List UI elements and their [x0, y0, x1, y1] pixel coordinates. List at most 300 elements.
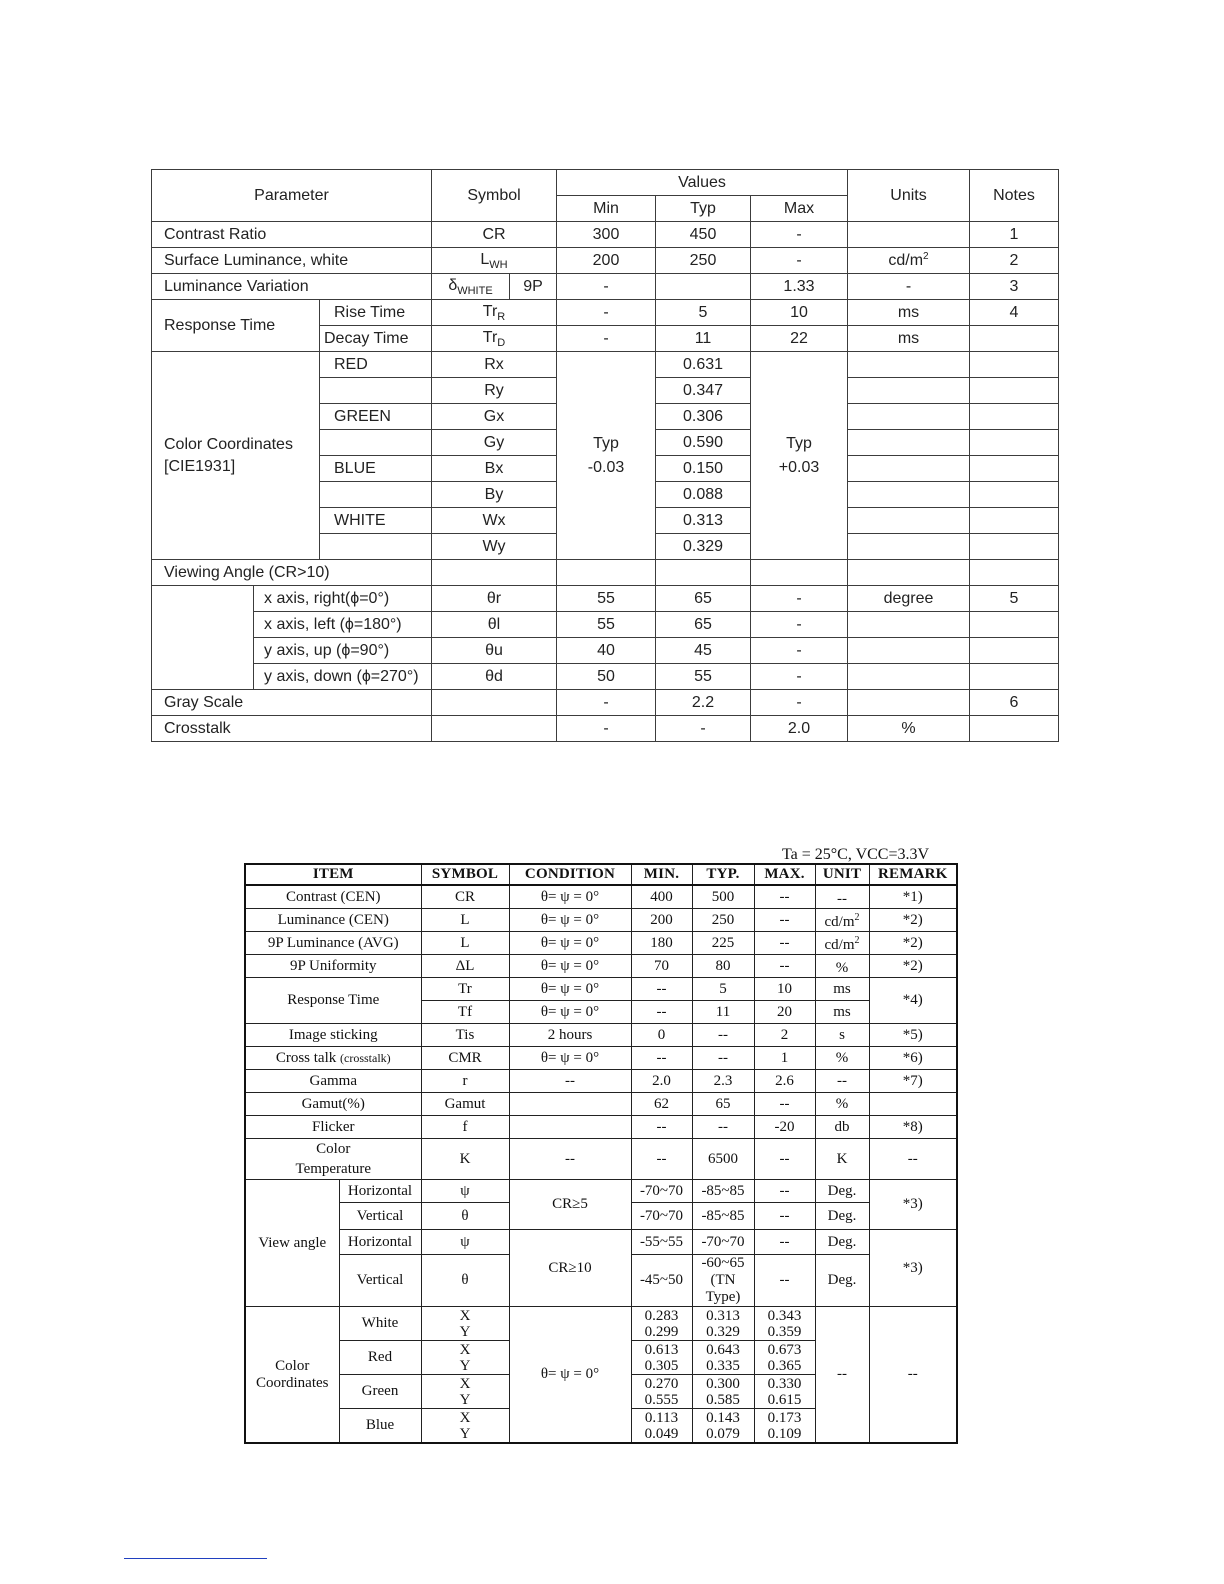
units-cell — [848, 508, 970, 534]
max-cell — [754, 1375, 815, 1409]
symbol-cell: θ — [421, 1203, 509, 1230]
table-row — [245, 1139, 957, 1180]
remark-cell: *7) — [869, 1070, 957, 1093]
value-x: 0.300 — [706, 1375, 740, 1392]
typ-cell: 450 — [656, 222, 751, 248]
header-values: Values — [557, 170, 848, 196]
table-row — [245, 885, 957, 909]
header-remark: REMARK — [869, 864, 957, 885]
footnote-divider — [124, 1558, 267, 1559]
unit-cell: Deg. — [815, 1255, 869, 1307]
item-line1: Color — [275, 1357, 310, 1374]
remark-cell: *5) — [869, 1024, 957, 1047]
table-row — [245, 955, 957, 978]
value-x: 0.113 — [644, 1409, 679, 1426]
color-label: White — [339, 1307, 421, 1341]
param-color-coordinates — [152, 352, 320, 560]
param-response-time: Response Time — [152, 300, 320, 352]
symbol-cell: θ — [421, 1255, 509, 1307]
units-cell — [848, 560, 970, 586]
color-label: BLUE — [320, 456, 432, 482]
header-min: Min — [557, 196, 656, 222]
color-coords-line1: Color Coordinates — [164, 435, 293, 453]
table-row — [152, 248, 1059, 274]
symbol-cell — [421, 1375, 509, 1409]
typ-cell: 6500 — [692, 1139, 754, 1180]
min-cell: 200 — [557, 248, 656, 274]
symbol-y: Y — [459, 1425, 471, 1442]
param-gray-scale: Gray Scale — [152, 690, 432, 716]
param-crosstalk: Crosstalk — [152, 716, 432, 742]
unit-main: cd/m — [824, 914, 855, 930]
item-cell: Gamma — [245, 1070, 421, 1093]
value-y: 0.359 — [767, 1323, 802, 1340]
min-cell — [631, 1341, 692, 1375]
value-y: 0.299 — [644, 1323, 679, 1340]
typ-cell: 500 — [692, 885, 754, 909]
max-cell: 1.33 — [751, 274, 848, 300]
remark-cell: *2) — [869, 955, 957, 978]
typ-cell: 0.590 — [656, 430, 751, 456]
table-row — [152, 300, 1059, 326]
item-cell: 9P Uniformity — [245, 955, 421, 978]
typ-cell — [692, 1255, 754, 1307]
typ-cell: 5 — [656, 300, 751, 326]
value-x: 0.313 — [706, 1307, 740, 1324]
symbol-main: Tr — [482, 328, 498, 346]
min-cell: - — [557, 300, 656, 326]
condition-cell: θ= ψ = 0° — [509, 955, 631, 978]
header-max: MAX. — [754, 864, 815, 885]
typ-cell: -85~85 — [692, 1180, 754, 1203]
table-row — [245, 1180, 957, 1203]
symbol-cell: Bx — [432, 456, 557, 482]
min-cell: 0 — [631, 1024, 692, 1047]
symbol-cell — [432, 274, 510, 300]
unit-cell: ms — [815, 978, 869, 1001]
unit-cell: db — [815, 1116, 869, 1139]
symbol-cell: Tr — [421, 978, 509, 1001]
condition-cell — [509, 1093, 631, 1116]
min-cell — [631, 1375, 692, 1409]
param-viewing-angle: Viewing Angle (CR>10) — [152, 560, 432, 586]
color-min-line2: -0.03 — [587, 458, 625, 476]
value-x: 0.283 — [644, 1307, 679, 1324]
symbol-sub: WH — [489, 258, 508, 271]
max-cell: -- — [754, 1255, 815, 1307]
item-line1: Color — [316, 1141, 351, 1157]
item-line2: Coordinates — [256, 1374, 329, 1391]
item-response-time: Response Time — [245, 978, 421, 1024]
notes-cell: 5 — [970, 586, 1059, 612]
units-cell — [848, 482, 970, 508]
unit-cell: Deg. — [815, 1203, 869, 1230]
item-cell: Gamut(%) — [245, 1093, 421, 1116]
max-cell: -- — [754, 885, 815, 909]
header-parameter: Parameter — [152, 170, 432, 222]
typ-cell — [692, 1375, 754, 1409]
value-y: 0.109 — [767, 1425, 802, 1442]
notes-cell — [970, 326, 1059, 352]
color-max-line2: +0.03 — [778, 458, 820, 476]
symbol-cell: CR — [432, 222, 557, 248]
max-cell: 10 — [754, 978, 815, 1001]
table-row — [245, 1047, 957, 1070]
unit-cell: Deg. — [815, 1230, 869, 1255]
max-cell: -- — [754, 1139, 815, 1180]
typ-cell: - — [656, 716, 751, 742]
value-y: 0.079 — [706, 1425, 740, 1442]
typ-cell: 0.313 — [656, 508, 751, 534]
typ-cell — [656, 274, 751, 300]
condition-cell: θ= ψ = 0° — [509, 932, 631, 955]
notes-cell — [970, 534, 1059, 560]
item-cell: Contrast (CEN) — [245, 885, 421, 909]
units-cell — [848, 612, 970, 638]
spec-table-1 — [151, 169, 1059, 742]
max-cell: - — [751, 586, 848, 612]
unit-cell: -- — [815, 1070, 869, 1093]
unit-sup: 2 — [854, 935, 860, 946]
table-row — [245, 1116, 957, 1139]
table-row — [152, 274, 1059, 300]
viewing-label: y axis, up (ϕ=90°) — [254, 638, 432, 664]
color-coords-line2: [CIE1931] — [164, 457, 236, 475]
typ-cell: 0.329 — [656, 534, 751, 560]
unit-cell: % — [815, 1047, 869, 1070]
remark-cell: *6) — [869, 1047, 957, 1070]
remark-cell — [869, 1093, 957, 1116]
typ-cell: 225 — [692, 932, 754, 955]
typ-cell: -- — [692, 1024, 754, 1047]
symbol-cell — [432, 248, 557, 274]
min-cell: -- — [631, 1139, 692, 1180]
table-row — [152, 560, 1059, 586]
typ-cell: 80 — [692, 955, 754, 978]
max-cell: - — [751, 638, 848, 664]
unit-cell: s — [815, 1024, 869, 1047]
typ-cell: -85~85 — [692, 1203, 754, 1230]
param-contrast: Contrast Ratio — [152, 222, 432, 248]
spec-table-2 — [244, 863, 958, 1444]
units-cell: - — [848, 274, 970, 300]
symbol-cell: CR — [421, 885, 509, 909]
notes-cell — [970, 638, 1059, 664]
color-label: WHITE — [320, 508, 432, 534]
units-cell: ms — [848, 326, 970, 352]
units-cell — [848, 690, 970, 716]
condition-cell: 2 hours — [509, 1024, 631, 1047]
table-row — [152, 612, 1059, 638]
view-sub-label: Vertical — [339, 1203, 421, 1230]
symbol-cell: f — [421, 1116, 509, 1139]
symbol-cell — [432, 690, 557, 716]
min-cell: - — [557, 690, 656, 716]
color-label — [320, 534, 432, 560]
max-cell — [754, 1341, 815, 1375]
viewing-label: x axis, right(ϕ=0°) — [254, 586, 432, 612]
notes-cell: 3 — [970, 274, 1059, 300]
item-cell — [245, 1139, 421, 1180]
notes-cell: 4 — [970, 300, 1059, 326]
table-row — [245, 909, 957, 932]
units-cell — [848, 352, 970, 378]
notes-cell: 1 — [970, 222, 1059, 248]
symbol-cell: K — [421, 1139, 509, 1180]
notes-cell — [970, 378, 1059, 404]
symbol-main: Tr — [482, 302, 498, 320]
min-cell: - — [557, 326, 656, 352]
units-cell — [848, 638, 970, 664]
min-cell — [631, 1409, 692, 1444]
table-row — [152, 690, 1059, 716]
item-cell — [245, 1047, 421, 1070]
max-cell: 22 — [751, 326, 848, 352]
notes-cell: 2 — [970, 248, 1059, 274]
item-cell: Luminance (CEN) — [245, 909, 421, 932]
max-cell: - — [751, 248, 848, 274]
units-cell: % — [848, 716, 970, 742]
view-sub-label: Horizontal — [339, 1230, 421, 1255]
item-cell: Flicker — [245, 1116, 421, 1139]
symbol-x: X — [459, 1409, 471, 1426]
item-color-coordinates — [245, 1307, 339, 1444]
symbol-cell: Gy — [432, 430, 557, 456]
table-row — [152, 222, 1059, 248]
typ-cell: 65 — [692, 1093, 754, 1116]
unit-cell — [815, 932, 869, 955]
symbol-y: Y — [459, 1357, 471, 1374]
min-cell: 55 — [557, 612, 656, 638]
units-cell — [848, 456, 970, 482]
color-label — [320, 430, 432, 456]
symbol-cell: Ry — [432, 378, 557, 404]
units-cell — [848, 534, 970, 560]
color-label: Green — [339, 1375, 421, 1409]
table-row — [152, 352, 1059, 378]
symbol-x: X — [459, 1307, 471, 1324]
min-cell: - — [557, 274, 656, 300]
symbol-sub: WHITE — [457, 284, 493, 297]
value-x: 0.143 — [706, 1409, 740, 1426]
unit-main: cd/m — [824, 937, 855, 953]
value-y: 0.335 — [706, 1357, 740, 1374]
param-surface-luminance: Surface Luminance, white — [152, 248, 432, 274]
max-cell: 10 — [751, 300, 848, 326]
notes-cell — [970, 482, 1059, 508]
unit-cell — [815, 909, 869, 932]
condition-cell: CR≥5 — [509, 1180, 631, 1230]
typ-cell: 0.150 — [656, 456, 751, 482]
table-row — [152, 638, 1059, 664]
min-cell: 62 — [631, 1093, 692, 1116]
value-x: 0.643 — [706, 1341, 740, 1358]
header-notes: Notes — [970, 170, 1059, 222]
header-units: Units — [848, 170, 970, 222]
min-cell: -70~70 — [631, 1180, 692, 1203]
symbol-cell: Wx — [432, 508, 557, 534]
table-row — [152, 586, 1059, 612]
notes-cell — [970, 560, 1059, 586]
unit-cell: Deg. — [815, 1180, 869, 1203]
symbol-y: Y — [459, 1323, 471, 1340]
typ-cell: 55 — [656, 664, 751, 690]
symbol-sub: R — [497, 310, 506, 323]
value-x: 0.613 — [644, 1341, 679, 1358]
color-label: GREEN — [320, 404, 432, 430]
min-cell: -45~50 — [631, 1255, 692, 1307]
typ-cell — [692, 1409, 754, 1444]
condition-cell: θ= ψ = 0° — [509, 1047, 631, 1070]
unit-cell: % — [815, 1093, 869, 1116]
max-cell: -- — [754, 909, 815, 932]
color-label — [320, 378, 432, 404]
min-cell: 400 — [631, 885, 692, 909]
test-condition-note: Ta = 25°C, VCC=3.3V — [782, 846, 930, 863]
symbol-cell: By — [432, 482, 557, 508]
color-max-cell — [751, 352, 848, 560]
symbol-cell: ψ — [421, 1230, 509, 1255]
typ-cell: 11 — [692, 1001, 754, 1024]
value-y: 0.585 — [706, 1391, 740, 1408]
symbol-y: Y — [459, 1391, 471, 1408]
min-cell — [631, 1307, 692, 1341]
remark-cell: *2) — [869, 932, 957, 955]
max-cell: - — [751, 664, 848, 690]
header-max: Max — [751, 196, 848, 222]
typ-cell — [692, 1341, 754, 1375]
item-cell: Image sticking — [245, 1024, 421, 1047]
notes-cell — [970, 612, 1059, 638]
header-condition: CONDITION — [509, 864, 631, 885]
color-label — [320, 482, 432, 508]
item-main: Cross talk — [275, 1049, 337, 1066]
symbol-main: δ — [448, 276, 458, 294]
min-cell: 200 — [631, 909, 692, 932]
item-line2: Temperature — [295, 1161, 372, 1177]
symbol-cell — [432, 326, 557, 352]
min-cell: -- — [631, 1001, 692, 1024]
unit-sup: 2 — [854, 912, 860, 923]
remark-cell: *3) — [869, 1230, 957, 1307]
notes-cell — [970, 352, 1059, 378]
table-row — [152, 716, 1059, 742]
value-y: 0.305 — [644, 1357, 679, 1374]
symbol-cell: Tis — [421, 1024, 509, 1047]
min-cell: - — [557, 716, 656, 742]
typ-line3: Type) — [705, 1289, 741, 1305]
value-x: 0.673 — [767, 1341, 802, 1358]
unit-cell: -- — [815, 1307, 869, 1444]
header-item: ITEM — [245, 864, 421, 885]
typ-cell: -- — [692, 1047, 754, 1070]
typ-cell: 45 — [656, 638, 751, 664]
symbol-cell — [421, 1341, 509, 1375]
param-luminance-variation: Luminance Variation — [152, 274, 432, 300]
header-typ: Typ — [656, 196, 751, 222]
typ-cell: 65 — [656, 586, 751, 612]
symbol-x: X — [459, 1341, 471, 1358]
condition-cell: θ= ψ = 0° — [509, 978, 631, 1001]
header-symbol: Symbol — [432, 170, 557, 222]
item-view-angle: View angle — [245, 1180, 339, 1307]
unit-cell: K — [815, 1139, 869, 1180]
units-cell — [848, 404, 970, 430]
max-cell: 2.6 — [754, 1070, 815, 1093]
min-cell: -55~55 — [631, 1230, 692, 1255]
typ-cell: 250 — [656, 248, 751, 274]
max-cell: -- — [754, 932, 815, 955]
unit-cell — [815, 955, 869, 978]
value-y: 0.365 — [767, 1357, 802, 1374]
view-sub-label: Horizontal — [339, 1180, 421, 1203]
symbol-cell: Wy — [432, 534, 557, 560]
max-cell: -- — [754, 955, 815, 978]
typ-cell: 0.088 — [656, 482, 751, 508]
value-y: 0.329 — [706, 1323, 740, 1340]
condition-cell — [509, 1116, 631, 1139]
color-label: RED — [320, 352, 432, 378]
header-symbol: SYMBOL — [421, 864, 509, 885]
unit-main: -- — [837, 891, 847, 907]
typ-cell: 0.306 — [656, 404, 751, 430]
unit-main: % — [835, 960, 849, 976]
typ-cell: -70~70 — [692, 1230, 754, 1255]
notes-cell — [970, 664, 1059, 690]
units-cell — [848, 248, 970, 274]
value-x: 0.343 — [767, 1307, 802, 1324]
symbol-sub: D — [497, 336, 506, 349]
min-cell: -70~70 — [631, 1203, 692, 1230]
symbol-cell: r — [421, 1070, 509, 1093]
color-max-line1: Typ — [786, 434, 812, 452]
color-label: Red — [339, 1341, 421, 1375]
unit-cell: ms — [815, 1001, 869, 1024]
min-cell: -- — [631, 1116, 692, 1139]
min-cell: 2.0 — [631, 1070, 692, 1093]
min-cell: 300 — [557, 222, 656, 248]
symbol-cell: θd — [432, 664, 557, 690]
max-cell: 1 — [754, 1047, 815, 1070]
min-cell: 70 — [631, 955, 692, 978]
min-cell: -- — [631, 978, 692, 1001]
units-sup: 2 — [923, 251, 929, 262]
max-cell: -20 — [754, 1116, 815, 1139]
remark-cell: *2) — [869, 909, 957, 932]
max-cell — [754, 1409, 815, 1444]
max-cell: - — [751, 612, 848, 638]
table-row — [245, 1093, 957, 1116]
typ-cell: 5 — [692, 978, 754, 1001]
typ-cell: 2.3 — [692, 1070, 754, 1093]
item-cell: 9P Luminance (AVG) — [245, 932, 421, 955]
value-x: 0.330 — [767, 1375, 802, 1392]
symbol-main: L — [480, 250, 490, 268]
header-min: MIN. — [631, 864, 692, 885]
symbol-cell: θu — [432, 638, 557, 664]
condition-cell: θ= ψ = 0° — [509, 1307, 631, 1444]
remark-cell: -- — [869, 1139, 957, 1180]
condition-cell: θ= ψ = 0° — [509, 909, 631, 932]
symbol-cell: Gx — [432, 404, 557, 430]
value-x: 0.173 — [767, 1409, 802, 1426]
units-cell: ms — [848, 300, 970, 326]
min-cell: -- — [631, 1047, 692, 1070]
notes-cell: 6 — [970, 690, 1059, 716]
viewing-label: x axis, left (ϕ=180°) — [254, 612, 432, 638]
condition-cell: θ= ψ = 0° — [509, 1001, 631, 1024]
max-cell: 2 — [754, 1024, 815, 1047]
